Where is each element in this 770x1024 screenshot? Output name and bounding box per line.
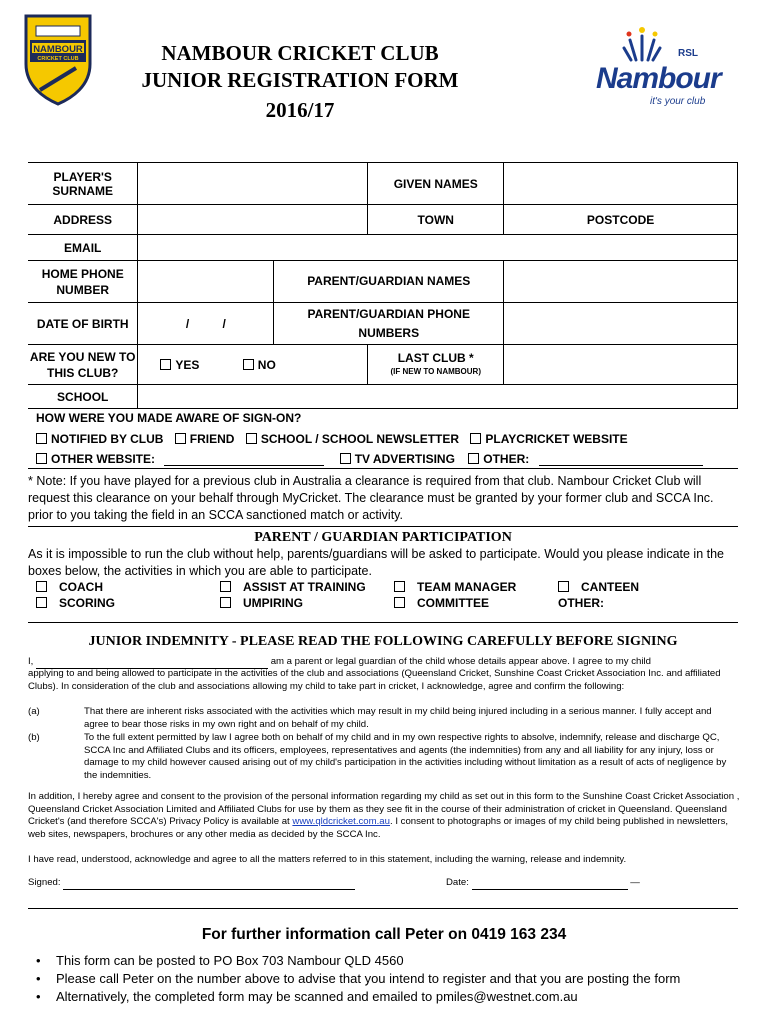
tv-label: TV ADVERTISING [354, 452, 455, 466]
yes-checkbox[interactable] [160, 359, 171, 370]
clearance-note: * Note: If you have played for a previous club in Australia a clearance is required from that club. Nambour Cricket Club will request this clearance on your behalf through MyCricket. The clearance must be granted by your former club and SCCA Inc. prior to you taking the field in an SCCA sanctioned match or activity. [28, 474, 714, 522]
home-phone-field[interactable] [138, 261, 274, 303]
list-item: • Please call Peter on the number above to advise that you intend to register and that you are posting the form [30, 970, 680, 988]
divider [28, 622, 738, 623]
clause-a-label: (a) [28, 706, 40, 717]
list-item: • This form can be posted to PO Box 703 Nambour QLD 4560 [30, 952, 680, 970]
parent-phone-label: PARENT/GUARDIAN PHONE NUMBERS [274, 303, 504, 345]
scoring-label: SCORING [59, 596, 116, 610]
canteen-checkbox[interactable] [558, 581, 569, 592]
committee-label: COMMITTEE [417, 596, 489, 610]
tv-checkbox[interactable] [340, 453, 351, 464]
playcricket-label: PLAYCRICKET WEBSITE [485, 432, 628, 446]
home-phone-label: HOME PHONE NUMBER [28, 261, 138, 303]
rsl-logo-main: Nambour [596, 62, 721, 95]
divider [28, 526, 738, 527]
playcricket-checkbox[interactable] [470, 433, 481, 444]
consent-text-1: In addition, I hereby agree and consent to the provision of the personal information regarding my child as set out in this form to the Sunshine Coast Cricket Association , Queensland Cricket Association Limited and Affiliated Clubs for use by them as they see fit in the course of their administration of cricket in Queensland. Queensland Cricket's (and therefore SCCA's) Privacy Policy is available at [28, 791, 740, 827]
other-checkbox[interactable] [468, 453, 479, 464]
indemnity-i-prefix: I, [28, 656, 34, 667]
town-label: TOWN [368, 205, 504, 235]
address-label: ADDRESS [28, 205, 138, 235]
school-label: SCHOOL [28, 385, 138, 409]
no-checkbox[interactable] [243, 359, 254, 370]
no-label: NO [257, 357, 276, 372]
friend-label: FRIEND [189, 432, 235, 446]
school-newsletter-checkbox[interactable] [246, 433, 257, 444]
other-field[interactable] [539, 455, 703, 466]
clause-b-text: To the full extent permitted by law I agree both on behalf of my child and in my own respective rights to absolve, indemnify, release and discharge QC, SCCA Inc and Affiliated Clubs and its officers, employees, representatives and agents (the indemnities) from any and all liability for any injury, loss or damage to my child however caused arising out of my child's participation in the activities including without limitation as a result of acts of negligence by the indemnities. [84, 732, 727, 781]
divider [28, 468, 738, 469]
consent-paragraph [28, 791, 740, 841]
umpiring-checkbox[interactable] [220, 597, 231, 608]
rsl-logo-rsl: RSL [678, 48, 698, 59]
acknowledge-text: I have read, understood, acknowledge and agree to all the matters referred to in this statement, including the warning, release and indemnity. [28, 854, 627, 865]
form-title-line2: JUNIOR REGISTRATION FORM [141, 68, 459, 92]
indemnity-intro-rest: applying to and being allowed to participate in the activities of the club and associations (Queensland Cricket, Sunshine Coast Cricket Association Inc. and affiliated Clubs). In consideration of the club and associations allowing my child to take part in cricket, I acknowledge, agree and confirm the following: [28, 668, 721, 692]
call-info: For further information call Peter on 0419 163 234 [201, 926, 567, 943]
last-club-label: LAST CLUB * [397, 350, 474, 365]
school-newsletter-label: SCHOOL / SCHOOL NEWSLETTER [260, 432, 460, 446]
date-label: Date: [446, 877, 469, 888]
divider [28, 908, 738, 909]
consent-text-2: . I consent to photographs or images of my child being published in newsletters, web sites, newspapers, brochures or any other media as decided by the SCCA Inc. [28, 816, 729, 840]
parent-names-field[interactable] [504, 261, 738, 303]
club-logo-text: NAMBOUR [33, 44, 83, 55]
date-dash: — [630, 877, 640, 888]
participation-intro: As it is impossible to run the club without help, parents/guardians will be asked to participate. Would you please indicate in the boxes below, the activities in which you are able to participate. [28, 547, 724, 578]
sparkle-icon [622, 22, 662, 62]
form-title-line1: NAMBOUR CRICKET CLUB [161, 41, 439, 65]
parent-names-label: PARENT/GUARDIAN NAMES [274, 261, 504, 303]
team-manager-label: TEAM MANAGER [417, 580, 517, 594]
canteen-label: CANTEEN [581, 580, 640, 594]
coach-checkbox[interactable] [36, 581, 47, 592]
other-website-checkbox[interactable] [36, 453, 47, 464]
email-label: EMAIL [28, 235, 138, 261]
rsl-logo-tagline: it's your club [650, 96, 706, 107]
scoring-checkbox[interactable] [36, 597, 47, 608]
signed-label: Signed: [28, 877, 61, 888]
last-club-note: (IF NEW TO NAMBOUR) [390, 366, 481, 376]
clause-a-text: That there are inherent risks associated with the activities which may result in my child being injured including in a serious manner. I fully accept and agree to bear those risks in my own right and on behalf of my child. [84, 706, 712, 730]
players-surname-label: PLAYER'S SURNAME [28, 163, 138, 205]
assist-checkbox[interactable] [220, 581, 231, 592]
awareness-question: HOW WERE YOU MADE AWARE OF SIGN-ON? [36, 411, 302, 425]
guardian-name-field[interactable] [36, 659, 268, 669]
other-website-label: OTHER WEBSITE: [51, 452, 155, 466]
indemnity-intro-line1: am a parent or legal guardian of the child whose details appear above. I agree to my child [270, 656, 651, 667]
school-field[interactable] [138, 385, 738, 409]
email-field[interactable] [138, 235, 738, 261]
address-field[interactable] [138, 205, 368, 235]
friend-checkbox[interactable] [175, 433, 186, 444]
signature-field[interactable] [63, 880, 355, 890]
other-website-field[interactable] [164, 455, 324, 466]
players-surname-field[interactable] [138, 163, 368, 205]
footer-bullets [30, 952, 680, 1006]
participation-other-label: OTHER: [558, 596, 604, 610]
coach-label: COACH [59, 580, 103, 594]
assist-label: ASSIST AT TRAINING [243, 580, 366, 594]
yes-label: YES [175, 357, 200, 372]
notified-label: NOTIFIED BY CLUB [51, 432, 164, 446]
parent-phone-field[interactable] [504, 303, 738, 345]
date-field[interactable] [472, 880, 628, 890]
new-to-club-label: ARE YOU NEW TO THIS CLUB? [28, 345, 138, 385]
list-item: • Alternatively, the completed form may be scanned and emailed to pmiles@westnet.com.au [30, 988, 680, 1006]
committee-checkbox[interactable] [394, 597, 405, 608]
umpiring-label: UMPIRING [243, 596, 303, 610]
form-title-line3: 2016/17 [265, 98, 335, 122]
postcode-label[interactable]: POSTCODE [504, 205, 738, 235]
dob-label: DATE OF BIRTH [28, 303, 138, 345]
clause-b-label: (b) [28, 732, 40, 743]
dob-field[interactable]: / / [138, 303, 274, 345]
rsl-nambour-logo [594, 22, 744, 112]
club-logo-sub: CRICKET CLUB [37, 56, 79, 62]
given-names-label: GIVEN NAMES [368, 163, 504, 205]
team-manager-checkbox[interactable] [394, 581, 405, 592]
participation-heading: PARENT / GUARDIAN PARTICIPATION [254, 530, 512, 545]
last-club-field[interactable] [504, 345, 738, 385]
notified-checkbox[interactable] [36, 433, 47, 444]
other-label: OTHER: [483, 452, 530, 466]
registration-table [28, 162, 738, 409]
given-names-field[interactable] [504, 163, 738, 205]
indemnity-heading: JUNIOR INDEMNITY - PLEASE READ THE FOLLOWING CAREFULLY BEFORE SIGNING [88, 634, 678, 649]
qldcricket-link[interactable]: www.qldcricket.com.au [292, 816, 390, 827]
nambour-cricket-club-logo [20, 10, 96, 106]
